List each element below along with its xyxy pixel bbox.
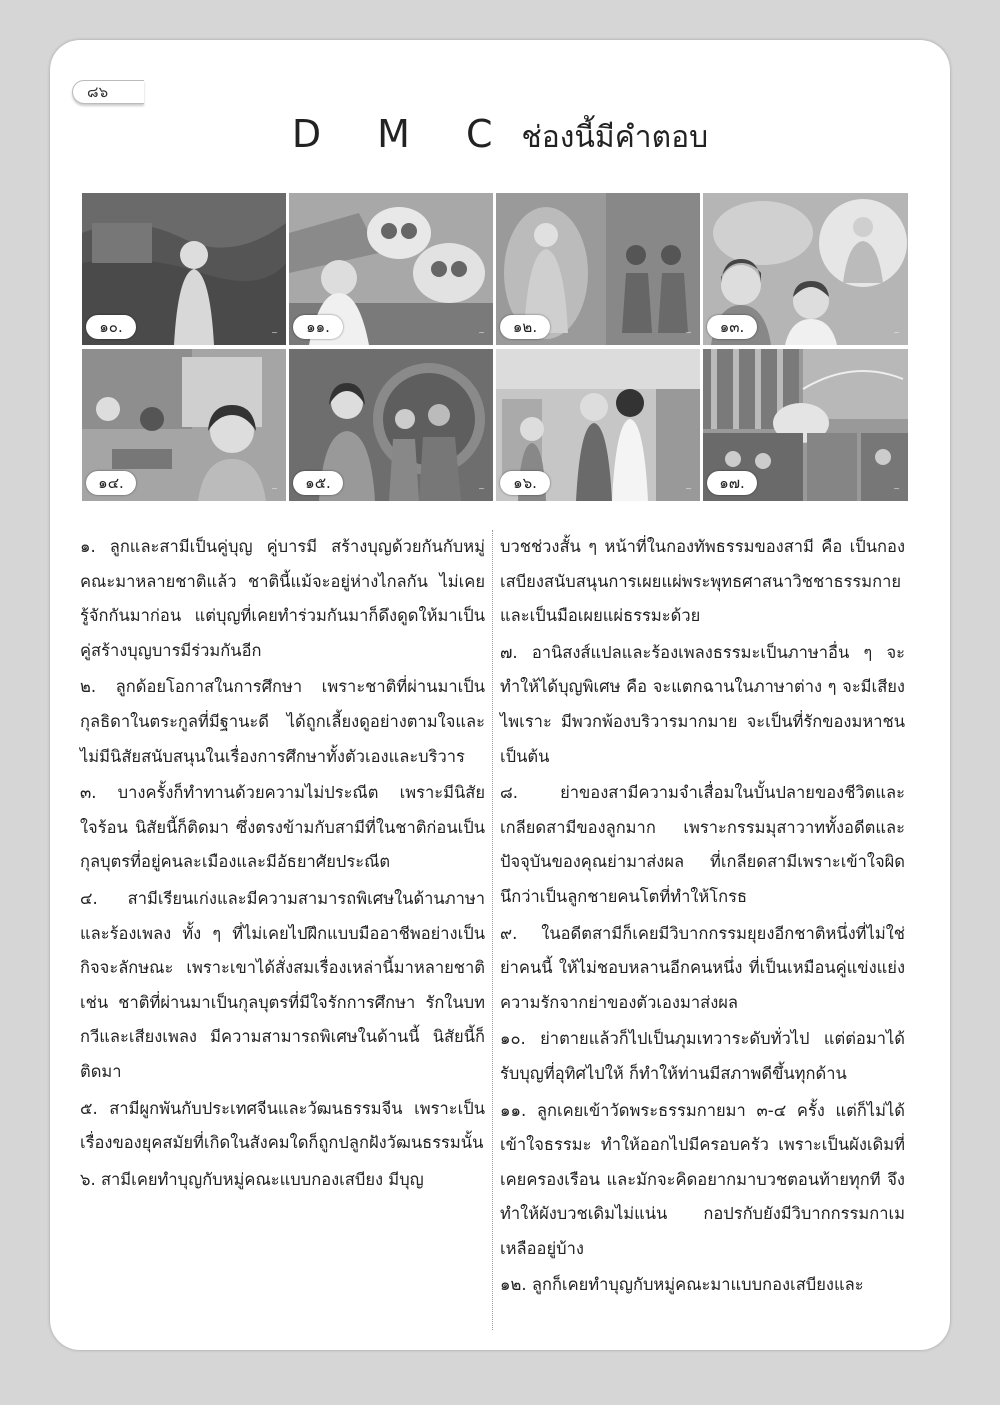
panel-13-label: ๑๓. [707, 315, 757, 339]
illustration-grid [82, 193, 908, 501]
panel-17-label: ๑๗. [707, 471, 757, 495]
column-divider [492, 530, 493, 1330]
paragraph: ๘. ย่าของสามีความจำเสื่อมในบั้นปลายของชีวิตและเกลียดสามีของลูกมาก เพราะกรรมมุสาวาททั้งอดีตและปัจจุบันของคุณย่ามาส่งผล ที่เกลียดสามีเพราะเข้าใจผิดนึกว่าเป็นลูกชายคนโตที่ทำให้โกรธ [500, 783, 905, 906]
paragraph: ๑๐. ย่าตายแล้วก็ไปเป็นภุมเทวาระดับทั่วไป แต่ต่อมาได้รับบุญที่อุทิศไปให้ ก็ทำให้ท่านมีสภาพดีขึ้นทุกด้าน [500, 1029, 905, 1083]
panel-16-label: ๑๖. [500, 471, 550, 495]
paragraph: ๒. ลูกด้อยโอกาสในการศึกษา เพราะชาติที่ผ่านมาเป็นกุลธิดาในตระกูลที่มีฐานะดี ได้ถูกเลี้ยงดูอย่างตามใจและไม่มีนิสัยสนับสนุนในเรื่องการศึกษาทั้งตัวเองและบริวาร [80, 677, 485, 766]
illustration-panel-15 [289, 349, 493, 501]
paragraph: ๖. สามีเคยทำบุญกับหมู่คณะแบบกองเสบียง มีบุญ [80, 1169, 424, 1189]
paragraph: ๙. ในอดีตสามีก็เคยมีวิบากกรรมยุยงอีกชาติหนึ่งที่ไม่ใช่ย่าคนนี้ ให้ไม่ชอบหลานอีกคนหนึ่ง ที่เป็นเหมือนคู่แข่งแย่งความรักจากย่าของตัวเองมาส่งผล [500, 923, 905, 1012]
illustration-panel-14 [82, 349, 286, 501]
paragraph: ๑๒. ลูกก็เคยทำบุญกับหมู่คณะมาแบบกองเสบียงและ [500, 1275, 864, 1295]
paragraph: ๑. ลูกและสามีเป็นคู่บุญ คู่บารมี สร้างบุญด้วยกันกับหมู่คณะมาหลายชาติแล้ว ชาตินี้แม้จะอยู่ห่างไกลกัน ไม่เคยรู้จักกันมาก่อน แต่บุญที่เคยทำร่วมกันมาก็ดึงดูดให้มาเป็นคู่สร้างบุญบารมีร่วมกันอีก [80, 537, 485, 660]
illustration-panel-16 [496, 349, 700, 501]
panel-10-label: ๑๐. [86, 315, 136, 339]
panel-11-signature: ~ [478, 328, 485, 337]
illustration-panel-11 [289, 193, 493, 345]
panel-14-signature: ~ [271, 484, 278, 493]
paragraph: ๓. บางครั้งก็ทำทานด้วยความไม่ประณีต เพราะมีนิสัยใจร้อน นิสัยนี้ก็ติดมา ซึ่งตรงข้ามกับสามีที่ในชาติก่อนเป็นกุลบุตรที่อยู่คนละเมืองและมีอัธยาศัยประณีต [80, 783, 485, 872]
panel-15-signature: ~ [478, 484, 485, 493]
text-column-left [80, 530, 485, 1199]
panel-17-signature: ~ [893, 484, 900, 493]
illustration-panel-10 [82, 193, 286, 345]
paragraph: ๕. สามีผูกพันกับประเทศจีนและวัฒนธรรมจีน เพราะเป็นเรื่องของยุคสมัยที่เกิดในสังคมใดก็ถูกปลูกฝังวัฒนธรรมนั้น [80, 1098, 485, 1153]
page-title [0, 112, 1000, 161]
panel-12-label: ๑๒. [500, 315, 550, 339]
illustration-panel-13 [703, 193, 908, 345]
page-number-tab [72, 80, 144, 104]
panel-14-label: ๑๔. [86, 471, 136, 495]
panel-12-signature: ~ [685, 328, 692, 337]
page-number: ๘๖ [87, 83, 109, 101]
paragraph: บวชช่วงสั้น ๆ หน้าที่ในกองทัพธรรมของสามี คือ เป็นกองเสบียงสนับสนุนการเผยแผ่พระพุทธศาสนาวิชชาธรรมกาย และเป็นมือเผยแผ่ธรรมะด้วย [500, 537, 905, 626]
paragraph: ๔. สามีเรียนเก่งและมีความสามารถพิเศษในด้านภาษาและร้องเพลง ทั้ง ๆ ที่ไม่เคยไปฝึกแบบมืออาชีพอย่างเป็นกิจจะลักษณะ เพราะเขาได้สั่งสมเรื่องเหล่านี้มาหลายชาติ เช่น ชาติที่ผ่านมาเป็นกุลบุตรที่มีใจรักการศึกษา รักในบทกวีและเสียงเพลง มีความสามารถพิเศษในด้านนี้ นิสัยนี้ก็ติดมา [80, 888, 485, 1081]
panel-13-signature: ~ [893, 328, 900, 337]
text-column-right [500, 530, 905, 1305]
panel-16-signature: ~ [685, 484, 692, 493]
title-thai: ช่องนี้มีคำตอบ [521, 120, 709, 155]
title-dmc: D M C [291, 112, 515, 156]
panel-11-label: ๑๑. [293, 315, 343, 339]
panel-15-label: ๑๕. [293, 471, 343, 495]
panel-10-signature: ~ [271, 328, 278, 337]
paragraph: ๑๑. ลูกเคยเข้าวัดพระธรรมกายมา ๓-๔ ครั้ง แต่ก็ไม่ได้เข้าใจธรรมะ ทำให้ออกไปมีครอบครัว เพราะเป็นผังเดิมที่เคยครองเรือน และมักจะคิดอยากมาบวชตอนท้ายทุกที จึงทำให้ผังบวชเดิมไม่แน่น กอปรกับยังมีวิบากกรรมกาเมเหลืออยู่บ้าง [500, 1100, 905, 1258]
illustration-panel-12 [496, 193, 700, 345]
illustration-panel-17 [703, 349, 908, 501]
paragraph: ๗. อานิสงส์แปลและร้องเพลงธรรมะเป็นภาษาอื่น ๆ จะทำให้ได้บุญพิเศษ คือ จะแตกฉานในภาษาต่าง ๆ จะมีเสียงไพเราะ มีพวกพ้องบริวารมากมาย จะเป็นที่รักของมหาชน เป็นต้น [500, 642, 905, 766]
